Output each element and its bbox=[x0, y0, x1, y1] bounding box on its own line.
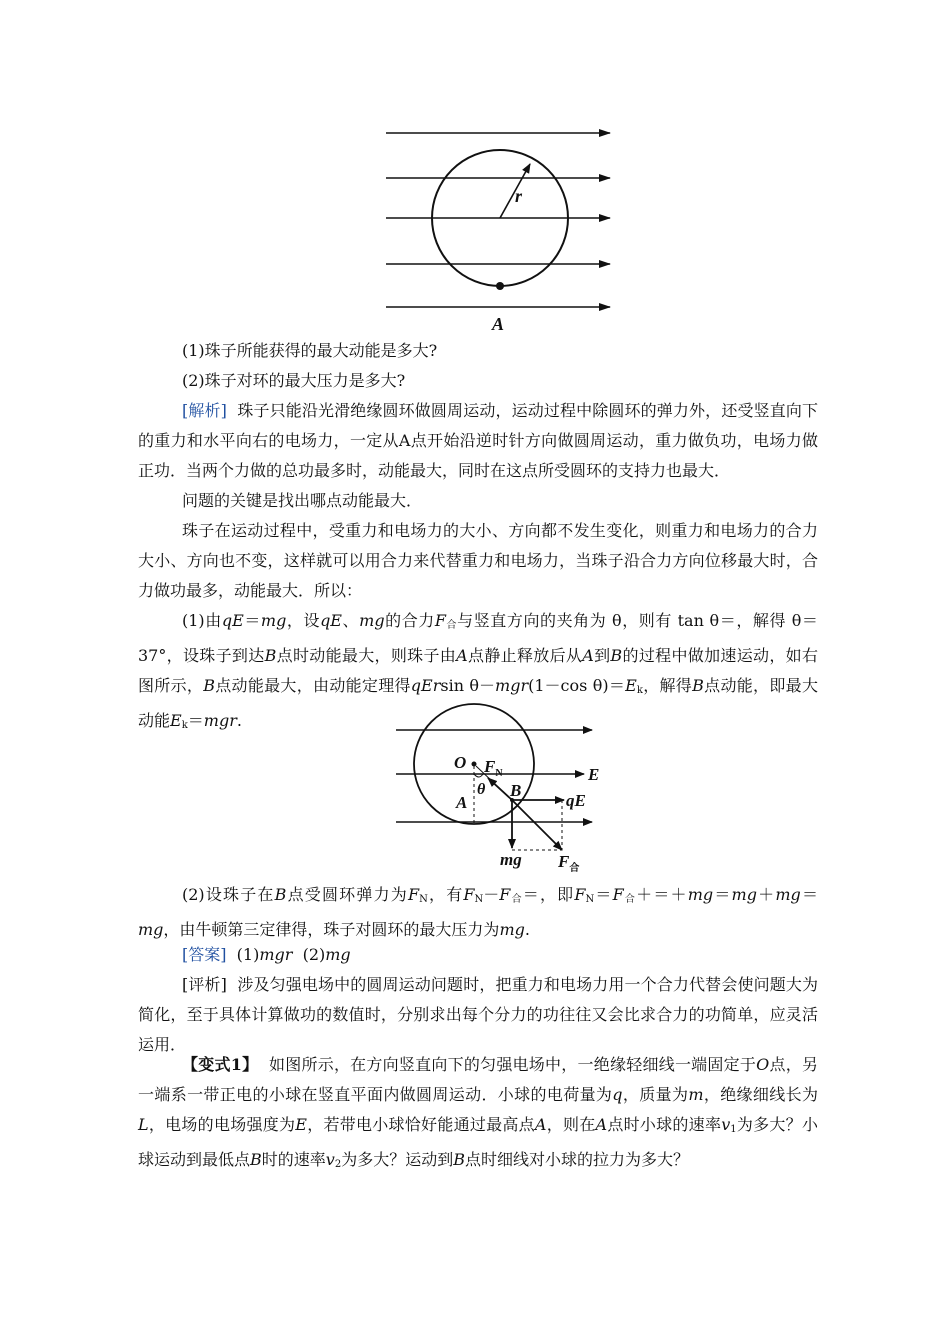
label-B: B bbox=[510, 781, 522, 800]
answer-tag: [答案] bbox=[182, 945, 227, 964]
bead bbox=[496, 282, 504, 290]
variant-1-paragraph: 【变式1】 如图所示，在方向竖直向下的匀强电场中，一绝缘轻细线一端固定于O点，另一端系一带正电的小球在竖直平面内做圆周运动．小球的电荷量为q，质量为m，绝缘细线长为L，电场的电场强度为E，若带电小球恰好能通过最高点A，则在A点时小球的速率$v_1$为多大？小球运动到最低点B时的速率$v_2$为多大？运动到B点时细线对小球的拉力为多大？ bbox=[138, 1055, 818, 1170]
label-E: E bbox=[588, 765, 600, 784]
question-1: (1)珠子所能获得的最大动能是多大? bbox=[182, 341, 438, 360]
field-lines bbox=[386, 133, 610, 307]
label-theta: θ bbox=[477, 781, 486, 798]
solution-1: (1)由qE＝mg，设qE、mg的合力$F_合$与竖直方向的夹角为 θ，则有 tan θ＝，解得 θ＝37°，设珠子到达B点时动能最大，则珠子由A点静止释放后从A到B的过程中做加速运动，如右图所示，B点动能最大，由动能定理得qErsin θ－mgr(1－cos $\theta)=E_k$，解得B点动能，即最大动能$E_k=mgr$. bbox=[138, 611, 818, 731]
label-O: O bbox=[454, 753, 467, 772]
comment-paragraph: [评析] 涉及匀强电场中的圆周运动问题时，把重力和电场力用一个合力代替会使问题大为简化，至于具体计算做功的数值时，分别求出每个分力的功往往又会比求合力的功简单，应灵活运用． bbox=[138, 975, 818, 1054]
center-O bbox=[472, 762, 477, 767]
label-Fhe: $F_合$ bbox=[558, 852, 580, 874]
field-lines-2 bbox=[396, 730, 592, 822]
analysis-tag: [解析] bbox=[182, 401, 227, 420]
variant-tag: 【变式1】 bbox=[182, 1055, 259, 1074]
answer-line: [答案] (1)mgr (2)mg bbox=[182, 945, 351, 964]
label-mg: mg bbox=[500, 850, 522, 869]
solution-2: (2)设珠子在B点受圆环弹力为$F_N$，有$F_N-F_合=$，即$F_N=F_合+=+mg=mg+mg=mg$，由牛顿第三定律得，珠子对圆环的最大压力为mg. bbox=[138, 885, 818, 939]
label-r: r bbox=[515, 186, 523, 206]
comment-tag: [评析] bbox=[182, 975, 227, 994]
label-qE: qE bbox=[566, 791, 586, 810]
combine-paragraph: 珠子在运动过程中，受重力和电场力的大小、方向都不发生变化，则重力和电场力的合力大小、方向也不变，这样就可以用合力来代替重力和电场力，当珠子沿合力方向位移最大时，合力做功最多，动能最大．所以： bbox=[138, 521, 818, 600]
label-A: A bbox=[456, 793, 468, 812]
key-line: 问题的关键是找出哪点动能最大． bbox=[182, 491, 423, 510]
figure-force-diagram bbox=[392, 712, 622, 882]
label-A: A bbox=[492, 314, 505, 334]
label-FN: $F_N$ bbox=[484, 757, 503, 779]
question-2: (2)珠子对环的最大压力是多大? bbox=[182, 371, 406, 390]
analysis-paragraph: [解析] 珠子只能沿光滑绝缘圆环做圆周运动，运动过程中除圆环的弹力外，还受竖直向下的重力和水平向右的电场力，一定从A点开始沿逆时针方向做圆周运动，重力做负功，电场力做正功．当两个力做的总功最多时，动能最大，同时在这点所受圆环的支持力也最大． bbox=[138, 401, 818, 480]
figure-ring-in-field bbox=[380, 118, 620, 338]
resultant-arrow bbox=[512, 800, 562, 850]
normal-force-arrow bbox=[488, 778, 512, 800]
